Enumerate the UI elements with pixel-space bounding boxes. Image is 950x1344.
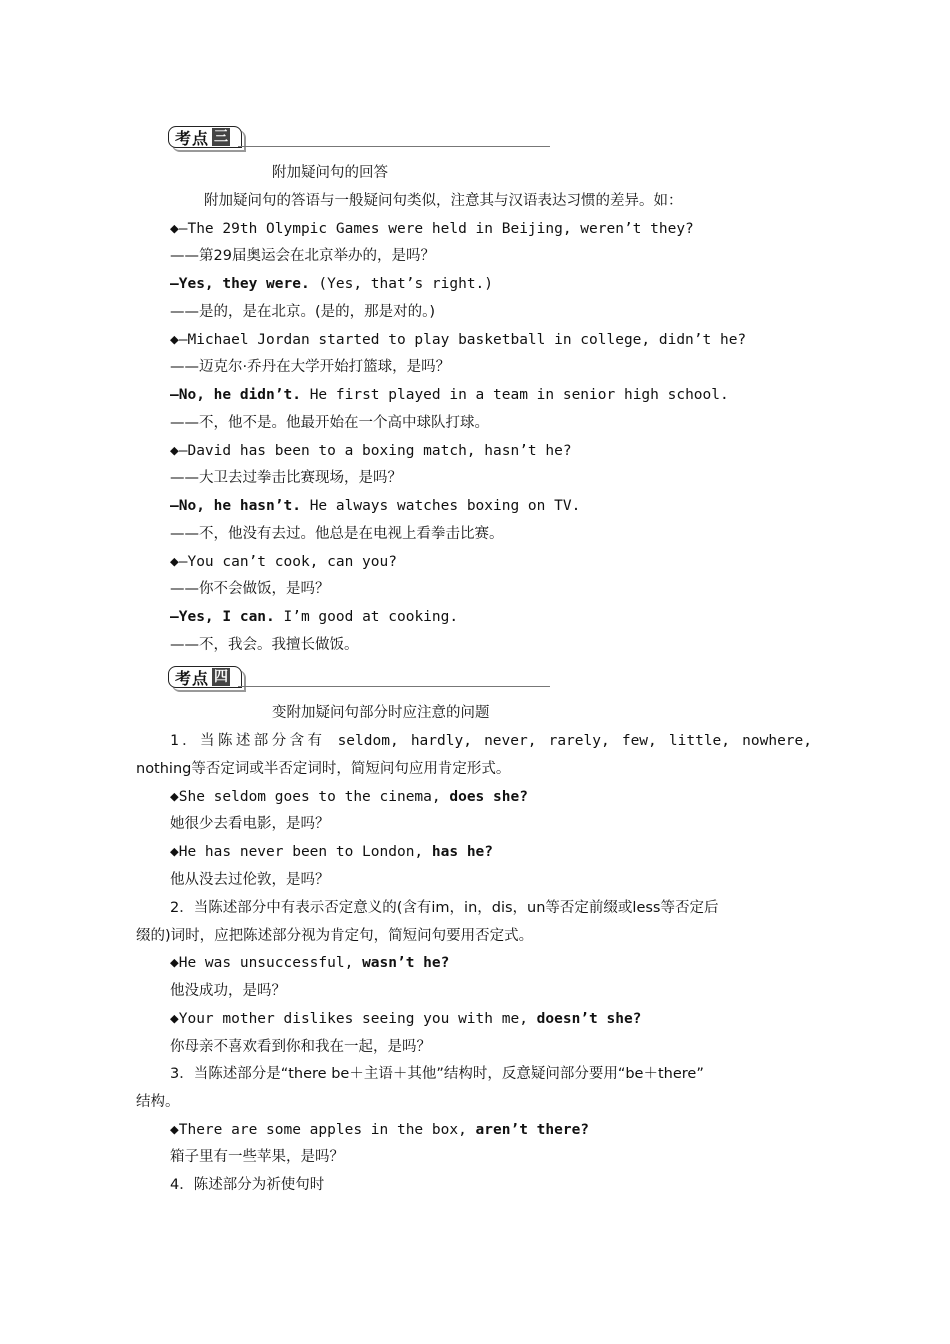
rule-example [170, 953, 449, 973]
example-answer [170, 496, 580, 516]
rule-example [170, 1120, 589, 1140]
example-answer [170, 274, 493, 294]
example-question-cn: ——第29届奥运会在北京举办的，是吗？ [170, 248, 435, 264]
example-answer-cn: ——不，他不是。他最开始在一个高中球队打球。 [170, 415, 489, 431]
rule-text: 1．当陈述部分含有 seldom, hardly, never, rarely, few, little, nowhere, [170, 733, 812, 749]
section-intro: 附加疑问句的答语与一般疑问句类似，注意其与汉语表达习惯的差异。如： [204, 193, 683, 209]
example-answer-cn: ——是的，是在北京。(是的，那是对的。) [170, 304, 436, 320]
example-plain: ◆Your mother dislikes seeing you with me, [170, 1011, 528, 1027]
rule-example-cn: 他没成功，是吗？ [170, 983, 286, 999]
badge-number: 三 [214, 129, 229, 145]
answer-bold: —Yes, they were. [170, 276, 310, 292]
example-plain: ◆She seldom goes to the cinema, [170, 789, 441, 805]
section-badge-4 [168, 666, 548, 692]
example-bold: doesn’t she? [536, 1011, 642, 1027]
example-answer-cn: ——不，他没有去过。他总是在电视上看拳击比赛。 [170, 526, 504, 542]
example-question: ◆—Michael Jordan started to play basketball in college, didn’t he? [170, 332, 747, 348]
example-answer [170, 385, 729, 405]
badge-label: 考点 [175, 668, 210, 688]
section-badge-3 [168, 126, 548, 152]
rule-example [170, 842, 493, 862]
badge-number: 四 [214, 669, 229, 685]
answer-rest: He always watches boxing on TV. [309, 498, 581, 514]
rule-text: 缀的)词时，应把陈述部分视为肯定句，简短问句要用否定式。 [136, 928, 534, 944]
rule-text: 结构。 [136, 1094, 180, 1110]
answer-rest: I’m good at cooking. [283, 609, 459, 625]
example-bold: has he? [431, 844, 494, 860]
example-question: ◆—The 29th Olympic Games were held in Beijing, weren’t they? [170, 221, 694, 237]
rule-example-cn: 你母亲不喜欢看到你和我在一起，是吗？ [170, 1039, 431, 1055]
rule-text: 4．陈述部分为祈使句时 [170, 1177, 325, 1193]
rule-example-cn: 箱子里有一些苹果，是吗？ [170, 1149, 344, 1165]
example-answer-cn: ——不，我会。我擅长做饭。 [170, 637, 359, 653]
section-heading: 附加疑问句的回答 [272, 165, 388, 181]
answer-bold: —No, he didn’t. [170, 387, 301, 403]
divider [238, 146, 550, 147]
example-question: ◆—David has been to a boxing match, hasn’t he? [170, 443, 572, 459]
answer-rest: He first played in a team in senior high school. [309, 387, 729, 403]
badge-label: 考点 [175, 128, 210, 148]
example-plain: ◆He was unsuccessful, [170, 955, 354, 971]
rule-text: 2．当陈述部分中有表示否定意义的(含有im，in，dis，un等否定前缀或less等否定后 [170, 900, 719, 916]
answer-bold: —No, he hasn’t. [170, 498, 301, 514]
answer-rest: (Yes, that’s right.) [318, 276, 494, 292]
rule-example [170, 1009, 641, 1029]
rule-text: nothing等否定词或半否定词时，简短问句应用肯定形式。 [136, 761, 511, 777]
example-question-cn: ——大卫去过拳击比赛现场，是吗？ [170, 470, 402, 486]
divider [238, 686, 550, 687]
rule-text: 3．当陈述部分是“there be＋主语＋其他”结构时，反意疑问部分要用“be＋there” [170, 1066, 704, 1082]
example-question: ◆—You can’t cook, can you? [170, 554, 397, 570]
answer-bold: —Yes, I can. [170, 609, 275, 625]
rule-example [170, 787, 528, 807]
example-bold: does she? [449, 789, 528, 805]
section-heading: 变附加疑问句部分时应注意的问题 [272, 705, 490, 721]
example-bold: aren’t there? [475, 1122, 590, 1138]
example-bold: wasn’t he? [362, 955, 450, 971]
example-plain: ◆There are some apples in the box, [170, 1122, 467, 1138]
rule-example-cn: 他从没去过伦敦，是吗？ [170, 872, 330, 888]
example-question-cn: ——迈克尔·乔丹在大学开始打篮球，是吗？ [170, 359, 451, 375]
example-plain: ◆He has never been to London, [170, 844, 424, 860]
example-answer [170, 607, 458, 627]
example-question-cn: ——你不会做饭，是吗？ [170, 581, 330, 597]
rule-example-cn: 她很少去看电影，是吗？ [170, 816, 330, 832]
